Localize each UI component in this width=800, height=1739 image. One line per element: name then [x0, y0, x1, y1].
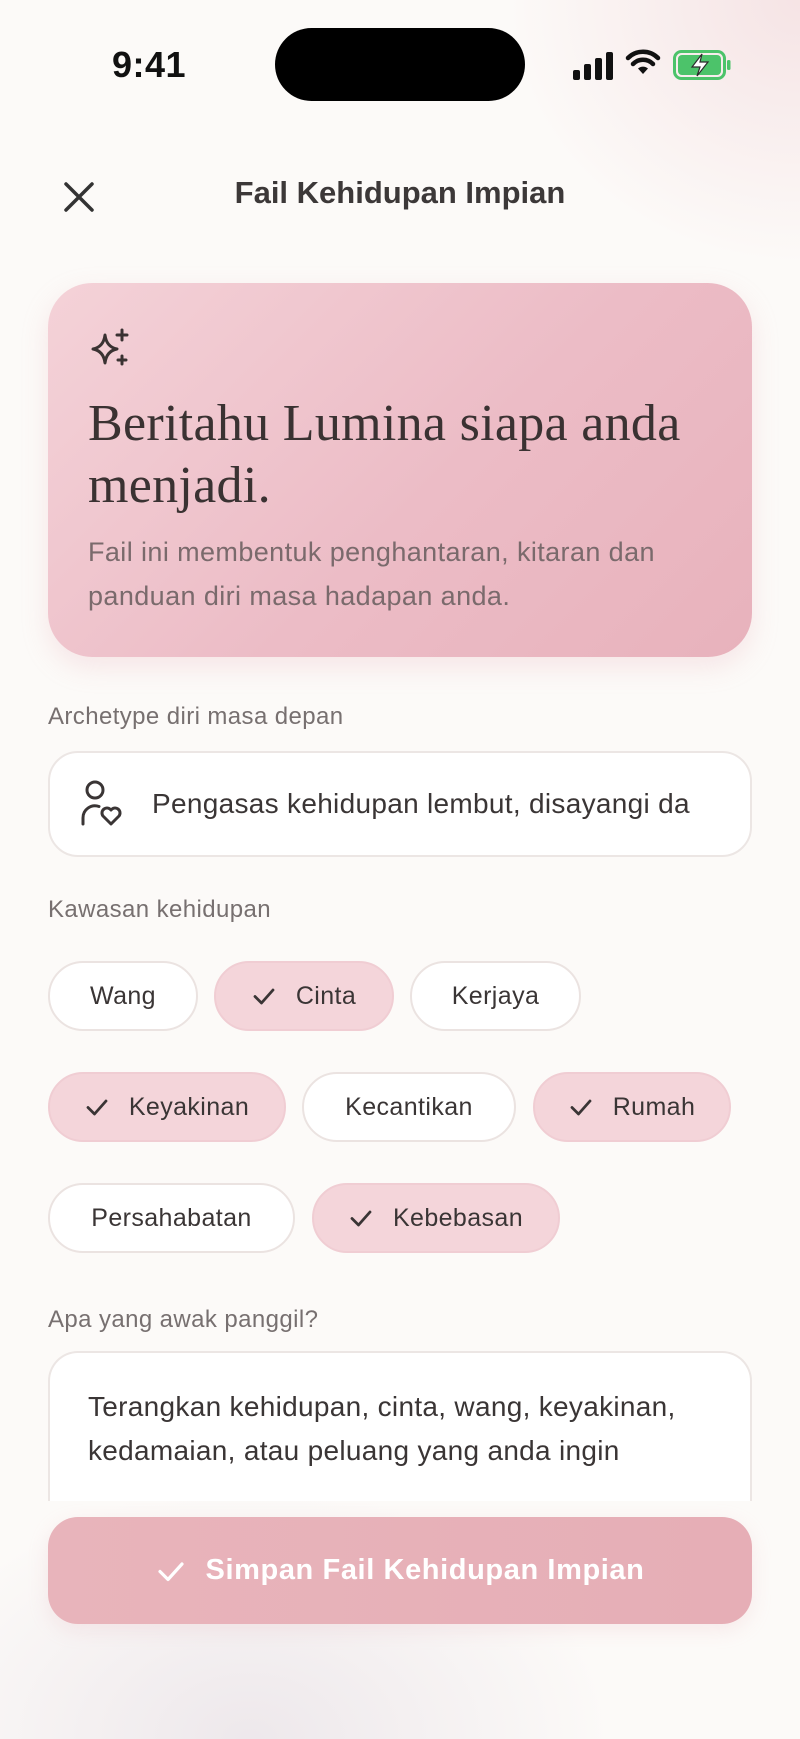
- chip-label: Wang: [90, 981, 156, 1010]
- life-areas-label: Kawasan kehidupan: [48, 896, 271, 923]
- chip-cinta[interactable]: [214, 961, 394, 1031]
- chip-rumah[interactable]: [533, 1072, 731, 1142]
- chip-label: Persahabatan: [91, 1203, 252, 1232]
- chip-keyakinan[interactable]: [48, 1072, 286, 1142]
- person-heart-icon: [80, 780, 124, 828]
- archetype-input[interactable]: [48, 751, 752, 857]
- cellular-signal-icon: [573, 52, 613, 80]
- check-icon: [85, 1095, 109, 1119]
- chip-kecantikan[interactable]: [302, 1072, 516, 1142]
- dynamic-island: [275, 28, 525, 101]
- chip-persahabatan[interactable]: [48, 1183, 295, 1253]
- chip-kerjaya[interactable]: [410, 961, 581, 1031]
- chip-label: Kebebasan: [392, 1203, 524, 1232]
- chip-label: Kerjaya: [451, 981, 540, 1010]
- status-bar: [0, 0, 800, 130]
- hero-title: Beritahu Lumina siapa anda menjadi.: [88, 395, 681, 514]
- sparkle-icon: [90, 328, 130, 368]
- save-button-label: Simpan Fail Kehidupan Impian: [205, 1554, 645, 1586]
- save-dream-life-file-button[interactable]: [48, 1517, 752, 1624]
- chip-label: Cinta: [295, 981, 357, 1010]
- hero-subtitle: Fail ini membentuk penghantaran, kitaran dan panduan diri masa hadapan anda.: [88, 537, 655, 611]
- chip-label: Kecantikan: [345, 1092, 473, 1121]
- wifi-icon: [625, 48, 661, 78]
- battery-charging-icon: [673, 50, 731, 80]
- chip-label: Rumah: [612, 1092, 696, 1121]
- calling-textarea[interactable]: [48, 1351, 752, 1501]
- header: [0, 165, 800, 225]
- check-icon: [156, 1556, 186, 1586]
- archetype-value: Pengasas kehidupan lembut, disayangi da: [152, 788, 690, 819]
- check-icon: [252, 984, 276, 1008]
- calling-label: Apa yang awak panggil?: [48, 1306, 319, 1333]
- check-icon: [569, 1095, 593, 1119]
- chip-label: Keyakinan: [128, 1092, 250, 1121]
- status-time: 9:41: [112, 44, 187, 85]
- hero-card: [48, 283, 752, 657]
- page-title: Fail Kehidupan Impian: [234, 175, 566, 210]
- check-icon: [349, 1206, 373, 1230]
- calling-text: Terangkan kehidupan, cinta, wang, keyakinan, kedamaian, atau peluang yang anda ingin: [88, 1391, 676, 1466]
- archetype-label: Archetype diri masa depan: [48, 703, 344, 730]
- chip-wang[interactable]: [48, 961, 198, 1031]
- chip-kebebasan[interactable]: [312, 1183, 560, 1253]
